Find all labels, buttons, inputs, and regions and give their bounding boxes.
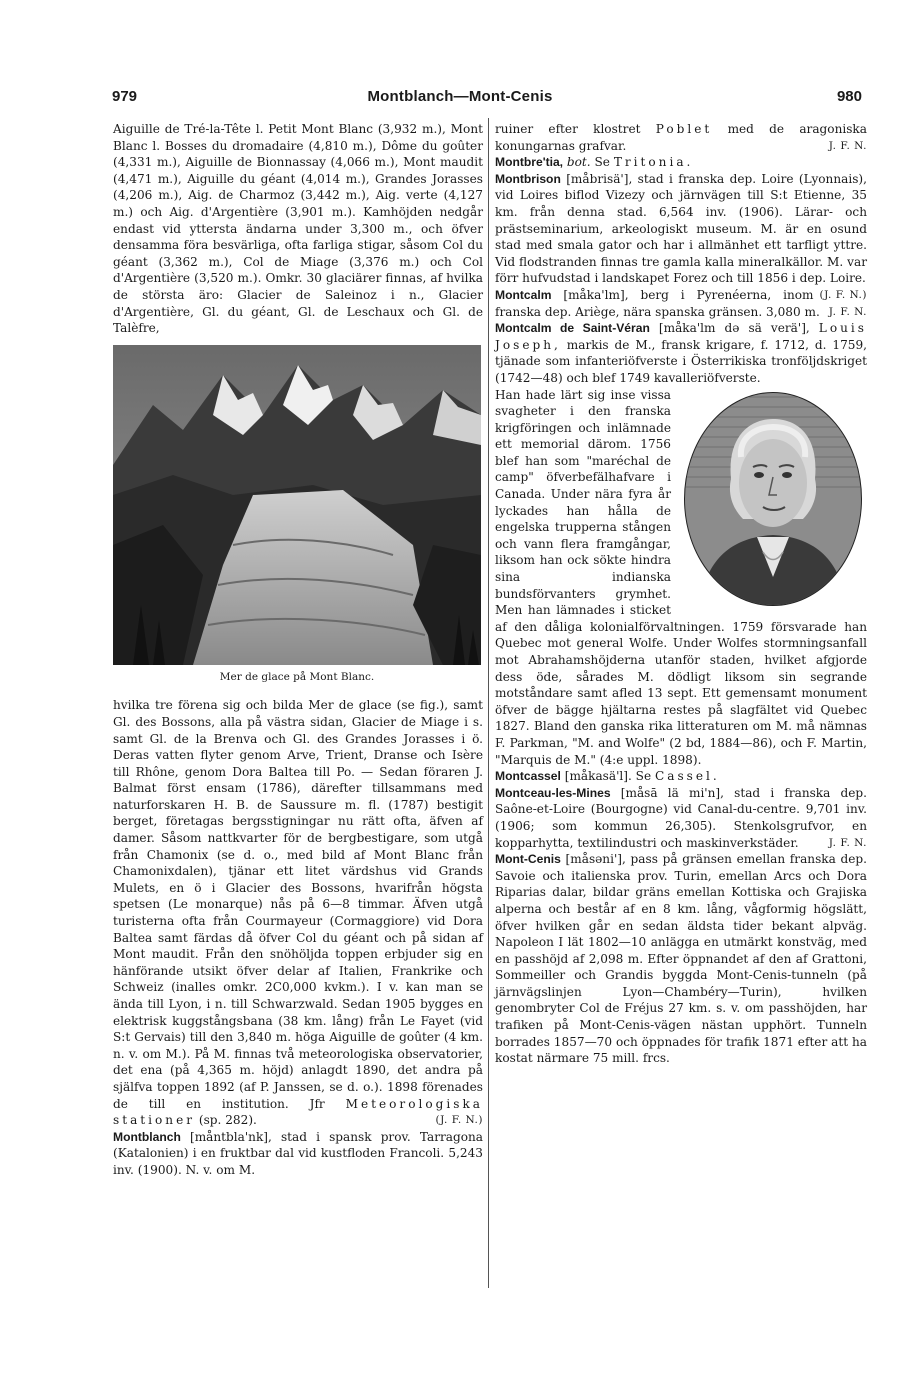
entry-montblanch: Montblanch [måntbla'nk], stad i spansk prov. Tarragona (Katalonien) i en fruktbar dal vid kustfloden Francoli. 5,243 inv. (1900). N. v. om M.: [113, 1129, 483, 1177]
entry-montcalm: Montcalm [måka'lm], berg i Pyrenéerna, inom franska dep. Ariège, nära spanska gränsen. 3,080 m. J. F. N.: [495, 287, 867, 319]
page-number-left: 979: [112, 88, 138, 105]
left-column: [113, 121, 483, 1179]
headword-montcassel: Montcassel: [495, 769, 561, 784]
entry-montceau-les-mines: Montceau-les-Mines [måsā lä mi'n], stad i franska dep. Saône-et-Loire (Bourgogne) vid Canal-du-centre. 9,701 inv. (1906; som kommun 26,305). Stenkolsgrufvor, en kopparhytta, textilindustri och maskinverkstäder. J. F. N.: [495, 785, 867, 850]
author-signature: (J. F. N.): [435, 1114, 483, 1127]
mer-de-glace-photo: [113, 345, 481, 665]
entry-montcalm-de-saint-veran: Montcalm de Saint-Véran [måka'lm də sä verä'], Louis Joseph, markis de M., fransk krigare, f. 1712, d. 1759, tjänade som infanteriöfverste i Österrikiska tronföljdskriget (1742—48) och blef 1749 kavalleriöfverste.: [495, 321, 867, 385]
cross-reference: Cassel.: [655, 769, 720, 784]
entry-montblanch-continued: ruiner efter klostret Poblet med de aragoniska konungarnas grafvar. J. F. N.: [495, 122, 867, 153]
figure-caption: Mer de glace på Mont Blanc.: [219, 670, 375, 683]
entry-montcassel: Montcassel [måkasä'l]. Se Cassel.: [495, 769, 720, 784]
author-signature: (J. F. N.): [819, 288, 867, 301]
person-name: Louis Joseph,: [495, 321, 867, 352]
entry-mont-cenis: Mont-Cenis [måsəni'], pass på gränsen emellan franska dep. Savoie och italienska prov. Turin, emellan Arcs och Dora Riparias dalar, bildar gräns emellan Kottiska och Grajiska alperna och består af en 8 km. lång, vågformig högslätt, öfver hvilken går en sedan äldsta tider bekant alpväg. Napoleon I lät 1802—10 anlägga en utmärkt konstväg, med en passhöjd af 2,098 m. Efter öppnandet af den af Grattoni, Sommeiller och Grandis byggda Mont-Cenis-tunneln (på järnvägslinjen Lyon—Chambéry—Turin), hvilken genombryter Col de Fréjus 27 km. s. v. om passhöjden, har trafiken på Mont-Cenis-vägen nästan upphört. Tunneln borrades 1857—70 och öppnades för trafik 1871 efter att ha kostat närmare 75 mill. frcs.: [495, 852, 867, 1066]
figure-mer-de-glace: [113, 345, 481, 686]
headword-montbrison: Montbrison: [495, 171, 561, 186]
author-signature: J. F. N.: [828, 139, 867, 152]
column-divider: [488, 118, 489, 1288]
headword-montceau-les-mines: Montceau-les-Mines: [495, 785, 611, 800]
page-header: [0, 86, 920, 110]
author-signature: J. F. N.: [828, 305, 867, 318]
montcalm-portrait-engraving: [679, 387, 867, 611]
headword-montcalm-de-saint-veran: Montcalm de Saint-Véran: [495, 321, 650, 336]
page-number-right: 980: [836, 88, 862, 105]
author-signature: J. F. N.: [828, 836, 867, 849]
cross-reference: Poblet: [655, 122, 713, 136]
portrait-montcalm: [679, 387, 867, 611]
cross-reference: Tritonia.: [613, 155, 694, 170]
headword-montbretia: Montbre'tia,: [495, 155, 564, 170]
entry-montbretia: Montbre'tia, bot. Se Tritonia.: [495, 155, 694, 170]
entry-montcalm-biography: Han hade lärt sig inse vissa svagheter i den franska krigföringen och inlämnade ett memorial därom. 1756 blef han som "maréchal de camp" öfverbefälhafvare i Canada. Under nära fyra år lyckades han hålla de engelska trupperna stången och vann flera framgångar, liksom han ock sökte hindra sina indianska bundsförvanters grymhet. Men han lämnades i sticket af den dåliga kolonialförvaltningen. 1759 försvarade han Quebec mot general Wolfe. Under Wolfes stormningsanfall mot Abrahamshöjderna utanför staden, hvilket afgjorde dess öde, sårades M. dödligt liksom sin segrande motståndare samt afled 13 sept. Ett gemensamt monument öfver de bägge hjältarna restes på slagfältet vid Quebec 1827. Bland den ganska rika litteraturen om M. må nämnas F. Parkman, "M. and Wolfe" (2 bd, 1884—86), och F. Martin, "Marquis de M." (4:e uppl. 1898).: [495, 387, 867, 767]
right-column: [495, 121, 867, 1067]
paragraph-mont-blanc-history: hvilka tre förena sig och bilda Mer de glace (se fig.), samt Gl. des Bossons, alla på västra sidan, Glacier de Miage i s. samt Gl. de la Brenva och Gl. des Grandes Jorasses i ö. Deras vatten flyter genom Arve, Trient, Dranse och Isère till Rhône, genom Dora Baltea till Po. — Sedan föraren J. Balmat först ensam (1786), därefter tillsammans med naturforskaren H. B. de Saussure m. fl. (1787) bestigit berget, företagas bergsstigningar nu rätt ofta, äfven af damer. Såsom nattkvarter för de bergbestigare, som utgå från Chamonix (se d. o., med bild af Mont Blanc från Chamonixdalen), tjänar ett litet värdshus vid Grands Mulets, en ö i Glacier des Bossons, hvarifrån högsta spetsen (Le monarque) nås på 6—8 timmar. Äfven utgå turisterna ofta från Courmayeur (Cormaggiore) vid Dora Baltea samt färdas då öfver Col du géant och på sidan af Mont maudit. Från den snöhöljda toppen erbjuder sig en hänförande utsikt öfver delar af Italien, Frankrike och Schweiz (inalles omkr. 2C0,000 kvkm.). I v. kan man se ända till Lyon, i n. till Schwarzwald. Sedan 1905 bygges en elektrisk kuggstångsbana (38 km. lång) från Le Fayet (vid S:t Gervais) till den 3,840 m. höga Aiguille de goûter (4 km. n. v. om M.). På M. finnas två meteorologiska observatorier, det ena (på 4,365 m. höjd) anlagdt 1890, det andra på själfva toppen 1892 (af P. Janssen, se d. o.). 1898 förenades de till en institution. Jfr Meteorologiska stationer (sp. 282). (J. F. N.): [113, 698, 483, 1128]
page-title: Montblanch—Mont-Cenis: [367, 88, 553, 105]
paragraph-mont-blanc-peaks: Aiguille de Tré-la-Tête l. Petit Mont Blanc (3,932 m.), Mont Blanc l. Bosses du dromadaire (4,810 m.), Dôme du goûter (4,331 m.), Aiguille de Bionnassay (4,066 m.), Mont maudit (4,471 m.), Aiguille du géant (4,014 m.), Grandes Jorasses (4,206 m.), Aig. de Charmoz (3,442 m.), Aig. verte (4,127 m.) och Aig. d'Argentière (3,901 m.). Kamhöjden nedgår endast vid yttersta ändarna under 3,300 m., och öfver densamma föra besvärliga, ofta farliga stigar, såsom Col du géant (3,362 m.), Col de Miage (3,376 m.) och Col d'Argentière (3,520 m.). Omkr. 30 glaciärer finnas, af hvilka de största äro: Glacier de Saleinoz i n., Glacier d'Argentière, Gl. du géant, Gl. de Leschaux och Gl. de Talèfre,: [113, 122, 483, 336]
cross-reference: Meteorologiska stationer: [113, 1096, 483, 1128]
entry-montbrison: Montbrison [måbrisä'], stad i franska dep. Loire (Lyonnais), vid Loires biflod Vizezy och järnvägen till S:t Etienne, 35 km. från denna stad. 6,564 inv. (1906). Lärar- och prästseminarium, arkeologiskt museum. M. är en osund stad med smala gator och har i allmänhet ett tarfligt yttre. Vid flodstranden finnas tre gamla kalla mineralkällor. M. var förr hufvudstad i landskapet Forez och till 1856 i dep. Loire. (J. F. N.): [495, 171, 867, 287]
headword-montblanch: Montblanch: [113, 1129, 181, 1144]
headword-montcalm: Montcalm: [495, 287, 552, 302]
headword-mont-cenis: Mont-Cenis: [495, 852, 561, 867]
